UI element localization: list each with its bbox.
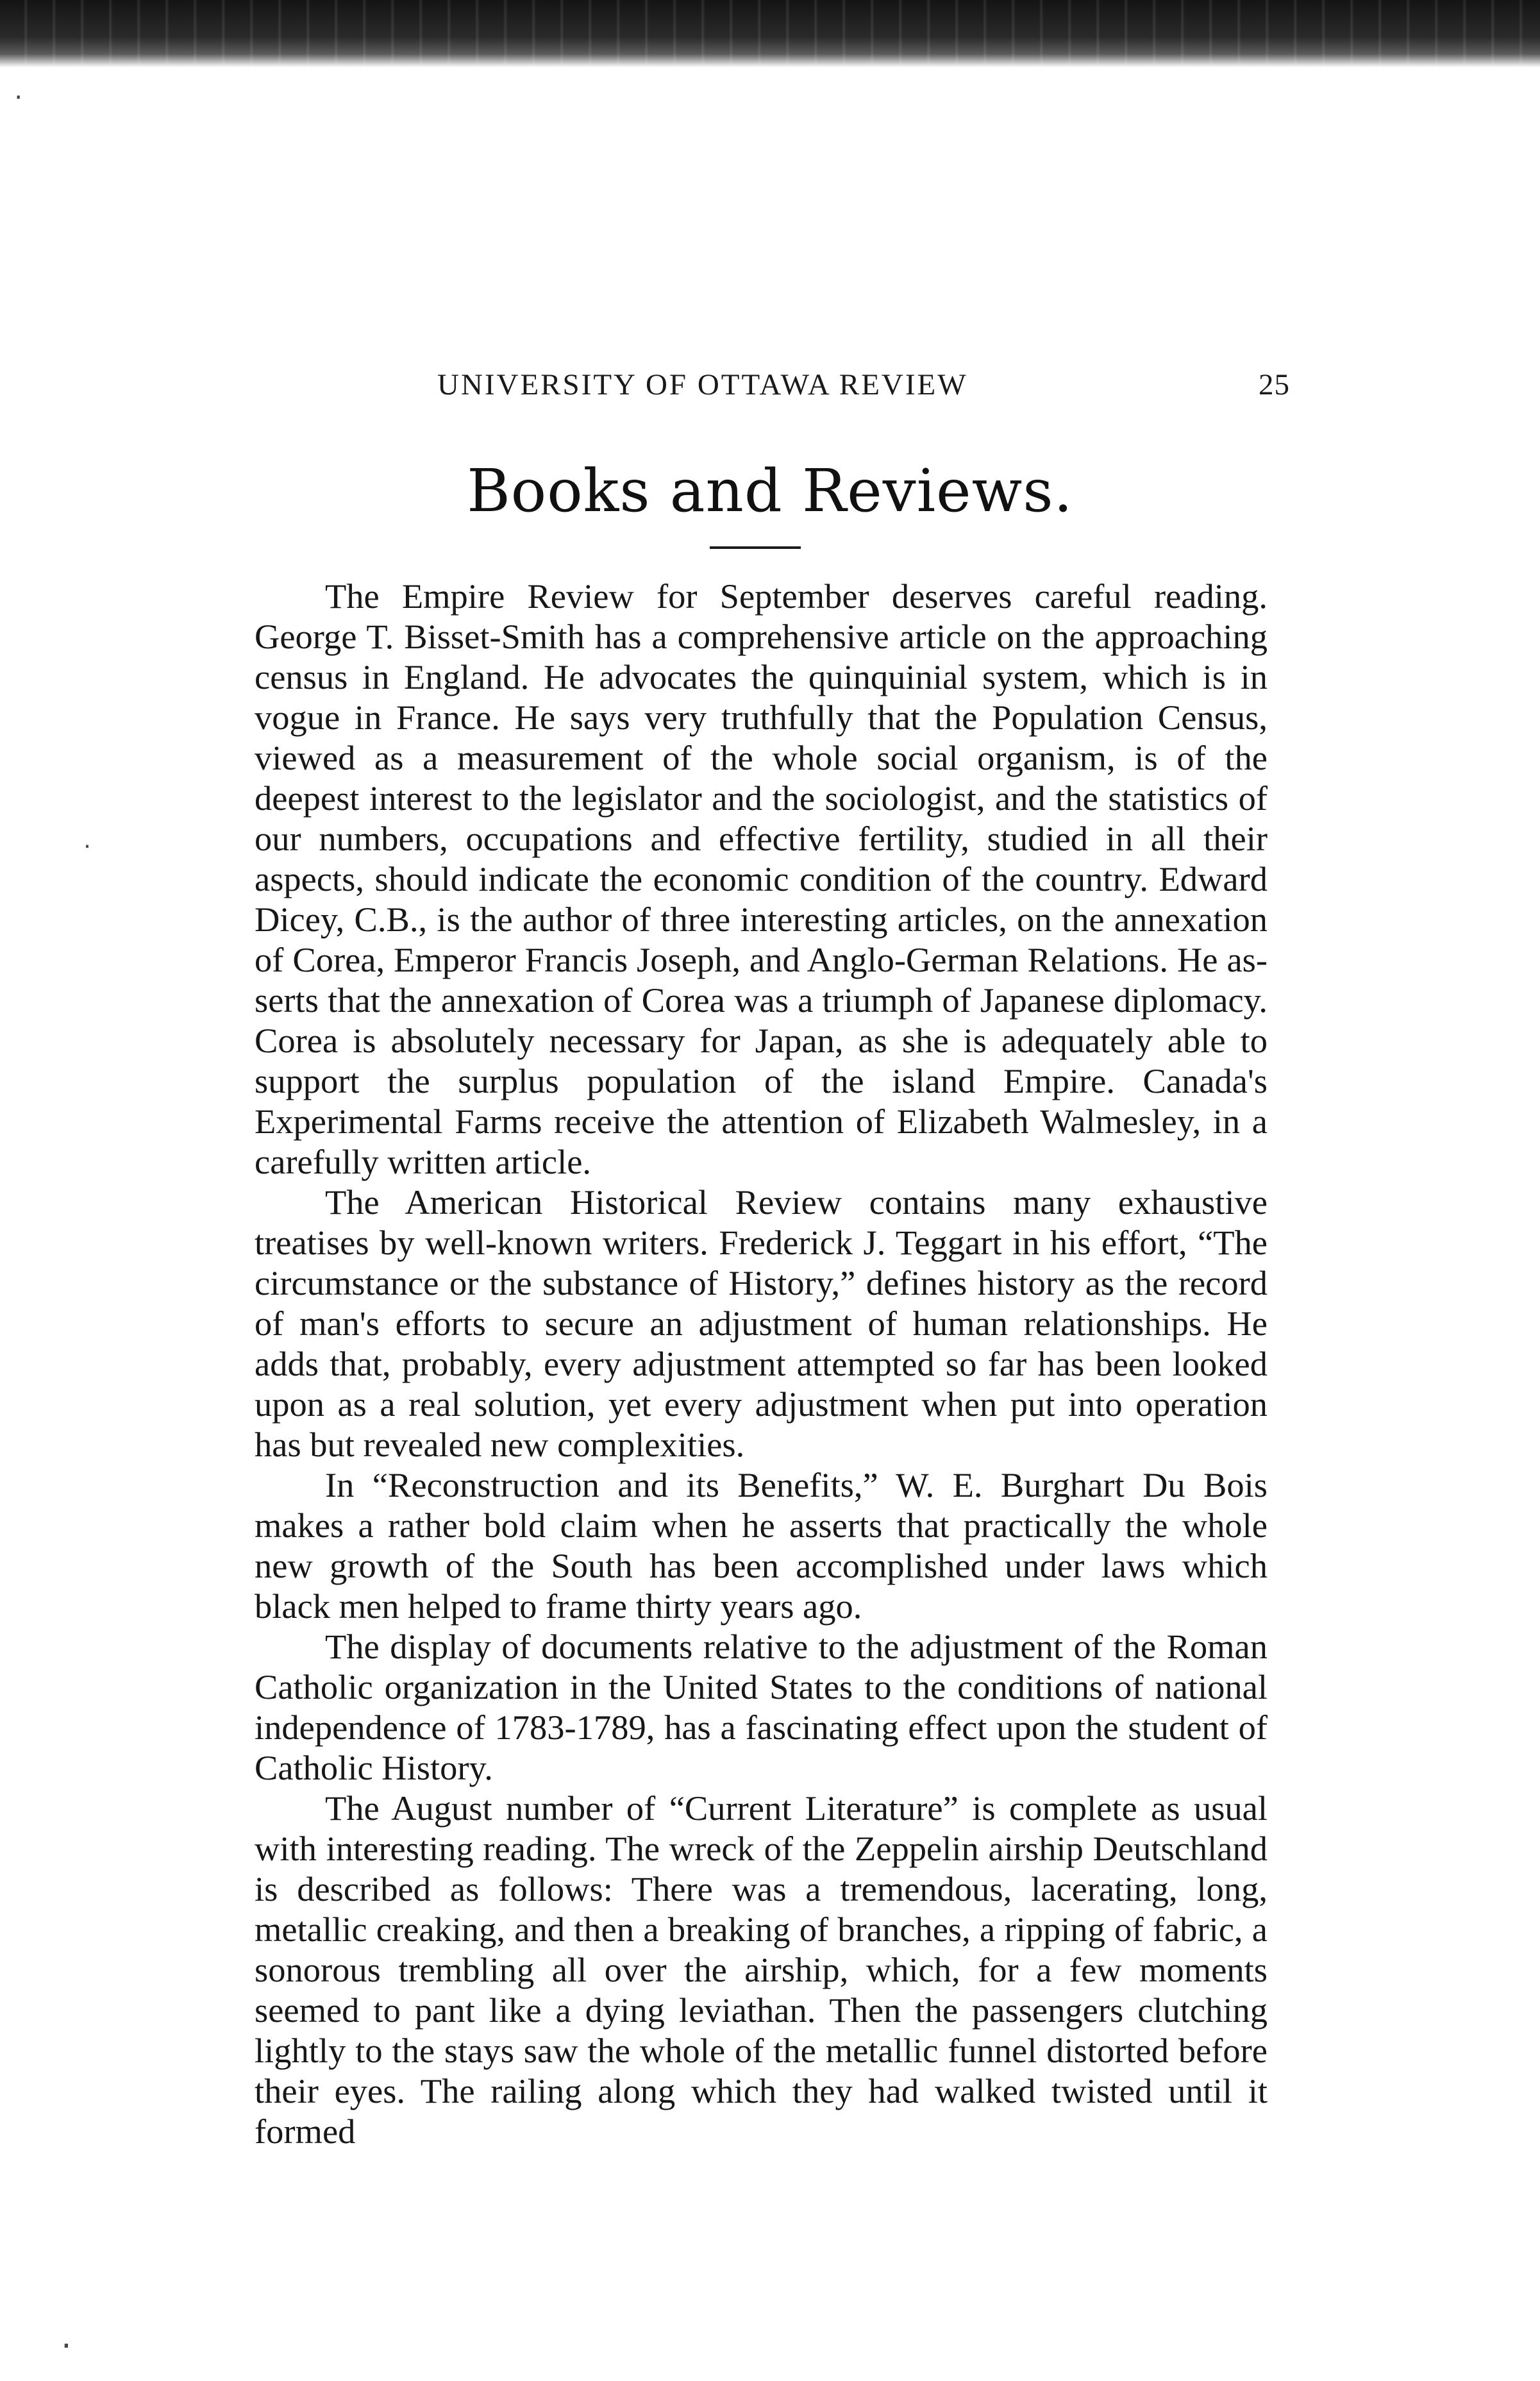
paragraph-american-historical-review: The American Historical Review contains many exhaustive treatises by well-known writers. Frederick J. Teggart in his effort, “The circumstance or the substance of History,” defines history as the record of man's efforts to secure an adjustment of human relationships. He adds that, probably, every adjustment attempted so far has been looked upon as a real solution, yet every adjustment when put into operation has but revealed new complexities. [255, 1182, 1268, 1464]
scan-speck: ․ [83, 827, 92, 854]
scan-speck: ․ [14, 76, 23, 105]
section-title: Books and Reviews. [467, 457, 1073, 525]
running-head [437, 367, 1290, 406]
paragraph-reconstruction: In “Reconstruction and its Benefits,” W. E. Burghart Du Bois makes a rather bold claim when he asserts that practically the whole new growth of the South has been accomplished under laws which black men helped to frame thirty years ago. [255, 1465, 1268, 1626]
page-number: 25 [1259, 368, 1290, 401]
paragraph-empire-review: The Empire Review for September deserves careful reading. George T. Bisset-Smith has a comprehensive article on the approaching census in England. He advocates the quinquinial system, which is in vogue in France. He says very truthfully that the Population Census, viewed as a measurement of the whole social organism, is of the deepest interest to the legislator and the sociologist, and the statistics of our numbers, occupations and effective fertility, studied in all their aspects, should indicate the economic condition of the country. Edward Dicey, C.B., is the author of three interesting articles, on the annexation of Corea, Emperor Francis Joseph, and Anglo-German Relations. He asserts that the annexation of Corea was a triumph of Japanese diplomacy. Corea is absolutely necessary for Japan, as she is adequately able to support the surplus population of the island Empire. Canada's Experimental Farms receive the attention of Elizabeth Walmesley, in a carefully written article. [255, 576, 1268, 1181]
title-divider [710, 546, 801, 549]
journal-title: UNIVERSITY OF OTTAWA REVIEW [437, 368, 968, 401]
paragraph-catholic-documents: The display of documents relative to the adjustment of the Roman Catholic organization in the United States to the conditions of national independence of 1783-1789, has a fascinating effect upon the student of Catholic History. [255, 1627, 1268, 1787]
scan-speck: ․ [61, 2318, 72, 2355]
paragraph-current-literature: The August number of “Current Literature” is complete as usual with interesting reading. The wreck of the Zeppelin airship Deutschland is described as follows: There was a tremendous, lacerating, long, metallic creaking, and then a breaking of branches, a ripping of fabric, a sonorous trembling all over the airship, which, for a few moments seemed to pant like a dying leviathan. Then the passengers clutching lightly to the stays saw the whole of the metallic funnel distorted before their eyes. The railing along which they had walked twisted until it formed [255, 1788, 1268, 2151]
article-body [255, 576, 1268, 2151]
scan-border [0, 0, 1540, 67]
